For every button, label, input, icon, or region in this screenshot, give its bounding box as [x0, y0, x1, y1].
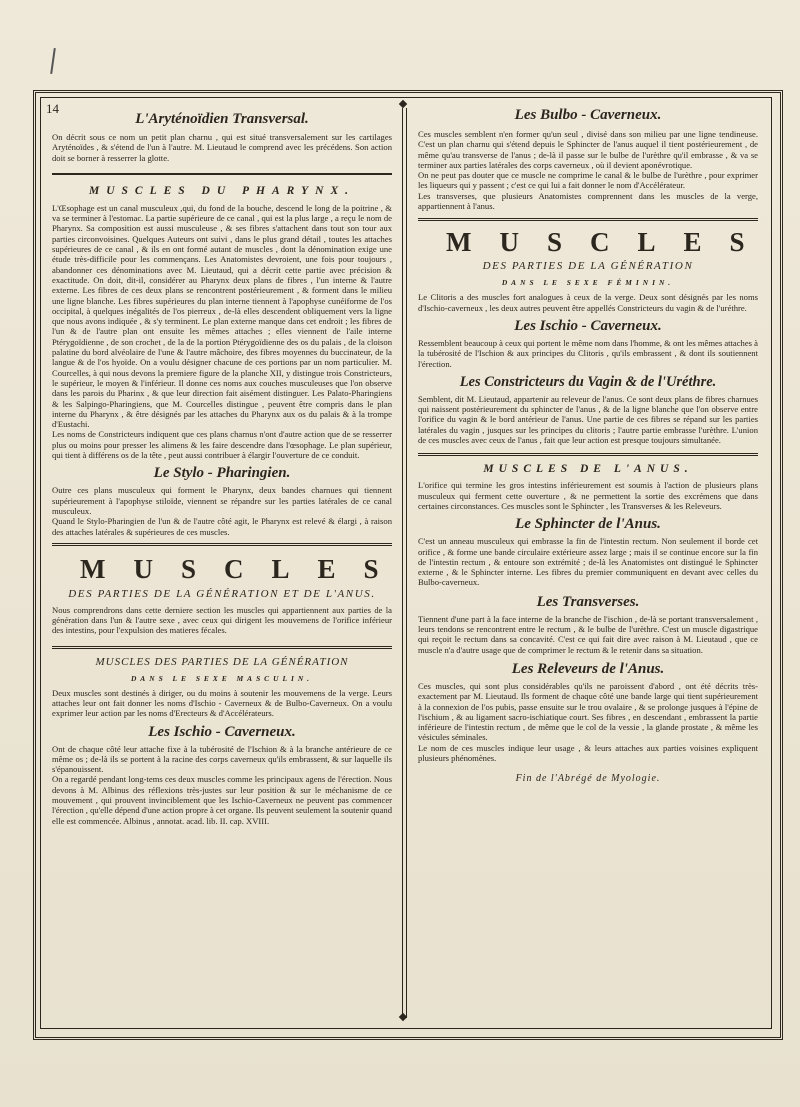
- heading-generation-anus: DES PARTIES DE LA GÉNÉRATION ET DE L'ANUS.: [68, 587, 376, 600]
- paragraph-anus: L'orifice qui termine les gros intestins inférieurement est soumis à l'action de plusieurs plans musculeux qui ferment cette ouverture , & ne permettent la sortie des excrémens que dans certaines circonstances. Ces muscles sont le Sphincter , les Transverses & les Releveurs.: [418, 480, 758, 511]
- paragraph-ischio: Ont de chaque côté leur attache fixe à la tubérosité de l'Ischion & à la branche antérieure de ce même os ; de-là ils se portent à la racine des corps caverneux qu'ils embrassent, & sur laquelle ils s'épanouissent.: [52, 743, 392, 775]
- paragraph-ischio-feminin: Ressemblent beaucoup à ceux qui portent le même nom dans l'homme, & ont les mêmes attaches à la tubérosité de l'Ischion & aux principes du Clitoris , qu'ils embrassent , & dont ils soutiennent l'érection.: [418, 337, 758, 369]
- paragraph-sphincter: C'est un anneau musculeux qui embrasse la fin de l'intestin rectum. Non seulement il borde cet orifice , & forme une bande circulaire extérieure assez large ; mais il se continue encore sur la fin de l'intestin rectum , & entoure son extrémité ; de-là les Anatomistes ont distingué le Sphincter externe , & le Sphincter interne. Les fibres du premier communiquent en devant avec celles du Bulbo-caverneux.: [418, 536, 758, 588]
- section-title-releveurs: Les Releveurs de l'Anus.: [511, 660, 665, 677]
- paragraph-transverses: Les transverses, que plusieurs Anatomistes comprennent dans les muscles de la verge, appartiennent à l'anus.: [418, 190, 758, 212]
- paragraph-bulbo-action: On ne peut pas douter que ce muscle ne comprime le canal & le bulbe de l'urèthre , pour exprimer les liqueurs qui y passent ; c'est ce qui lui a fait donner le nom d'Accélérateur.: [418, 170, 758, 191]
- section-rule: [418, 218, 758, 221]
- paragraph-pharynx: L'Œsophage est un canal musculeux ,qui, du fond de la bouche, descend le long de la poitrine , & va se terminer à l'estomac. La partie supérieure de ce canal , qui est la plus large , a reçu le nom de Pharynx. Sa composition est aussi musculeuse , & ses fibres s'attachent dans tout son tour aux parties circonvoisines. Quelques Auteurs ont suivi , dans le plus grand détail , toutes les attaches supérieures de ce canal , & ils en ont formé autant de muscles , dont la dénomination exige une étude très-difficile pour les commençans. Les Anatomistes devroient, une fois pour toujours , abandonner ces dénominations avec M. Lieutaud, qui a décrit cette partie avec précision & exactitude. On doit, dit-il, considérer au Pharynx deux plans de fibres , l'un interne & l'autre externe. Les fibres de ces deux plans se rencontrent postérieurement , & forment dans le milieu une ligne blanche. Les fibres supérieures du plan interne tiennent à l'apophyse cunéiforme de l'os occipital, à quelques inégalités de l'os pierreux , de-là elles descendent obliquement vers la ligne que nous avons indiquée , & s'y terminent. Le plan externe manque dans cet endroit ; les fibres de l'un & de l'autre plan ont ensuite les mêmes attaches ; elles viennent de l'aile interne Ptérygoïdienne , de son crochet , de la de la portion Ptérygoïdienne des os du palais , de la cloison palatine du bord alvéolaire de l'une & l'autre mâchoire, des fibres moyennes du buccinateur, de la langue & de l'os hyoïde. On a voulu désigner chacune de ces portions par un nom particulier. M. Courcelles, à qui nous devons la premiere figure de la planche XII, y distingue trois Constricteurs, le supérieur, le moyen & l'inférieur. Il donne ces noms aux couches musculeuses que l'on observe dans les parois du Pharinx , & que leur direction fait aisément distinguer. Les Palato-Pharingiens & les Salpingo-Pharingiens, que M. Courcelles distingue , peuvent être compris dans le plan interne du Pharynx , & être désignés par les attaches du Pharynx aux os du palais & à la trompe d'Eustachi.: [52, 202, 392, 430]
- heading-sexe-masculin: DANS LE SEXE MASCULIN.: [130, 673, 314, 683]
- heading-muscles-feminin: MUSCLES: [446, 227, 773, 258]
- section-title-anus: MUSCLES DE L'ANUS.: [483, 463, 693, 476]
- section-title-constricteurs: Les Constricteurs du Vagin & de l'Uréthre.: [459, 373, 717, 390]
- section-title-sphincter: Le Sphincter de l'Anus.: [515, 516, 661, 533]
- section-title-transverses: Les Transverses.: [536, 593, 640, 610]
- paragraph-bulbo: Ces muscles semblent n'en former qu'un seul , divisé dans son milieu par une ligne tendineuse. C'est un plan charnu qui s'étend depuis le Sphincter de l'anus auquel il tient postérieurement , de même qu'au transverse de l'anus ; de-là il passe sur le bulbe de l'urèthre qu'il embrasse , & va se terminer aux parties latérales des corps caverneux , où il devient aponévrotique.: [418, 129, 758, 170]
- paragraph-releveurs: Ces muscles, qui sont plus considérables qu'ils ne paroissent d'abord , ont été décrits très-exactement par M. Lieutaud. Ils forment de chaque côté une bande large qui tient supérieurement à la connexion de l'os pubis, passe ensuite sur le trou ovalaire , & se prolonge jusques à l'épine de l'ischium , & au ligament sacro-ischiatique court. Ses fibres , en descendant , embrassent la partie inférieure de l'intestin rectum , de même que le col de la vessie , la glande prostate , & même les vésicules séminales.: [418, 680, 758, 743]
- paragraph-stylo-action: Quand le Stylo-Pharingien de l'un & de l'autre côté agit, le Pharynx est relevé & élargi , à raison des attaches latérales & supérieures de ces muscles.: [52, 516, 392, 537]
- heading-generation-masculin: MUSCLES DES PARTIES DE LA GÉNÉRATION: [95, 655, 349, 668]
- heading-muscles: MUSCLES: [80, 553, 407, 584]
- section-title-ischio-caverneux-feminin: Les Ischio - Caverneux.: [514, 317, 662, 334]
- paragraph-arytenoidien: On décrit sous ce nom un petit plan charnu , qui est situé transversalement sur les cartilages Aryténoïdes , & s'étend de l'un à l'autre. M. Lieutaud le comprend avec les précédens. Son action doit se borner à resserrer la glotte.: [52, 132, 392, 163]
- paragraph-ischio-erection: On a regardé pendant long-tems ces deux muscles comme les principaux agens de l'érection. Nous devons à M. Albinus des réflexions très-justes sur leur position & sur le méchanisme de ce mouvement , qui prouvent invinciblement que les Ischio-Caverneux ne peuvent pas commencer l'érection , qu'elle dépend d'une action propre à cet organe. Ils peuvent seulement la soutenir quand elle est commencée. Albinus , annotat. acad. lib. II. cap. XVIII.: [52, 774, 392, 826]
- paragraph-releveurs-usage: Le nom de ces muscles indique leur usage , & leurs attaches aux parties voisines expliquent plusieurs phénomènes.: [418, 742, 758, 763]
- end-note: Fin de l'Abrégé de Myologie.: [515, 773, 661, 785]
- paragraph-constricteurs: Les noms de Constricteurs indiquent que ces plans charnus n'ont d'autre action que de se resserrer plus ou moins pour presser les alimens & les faire descendre dans l'œsophage. Le plan supérieur, qui tient à différens os de la tête , peut aussi contribuer à élargir l'ouverture de ce conduit.: [52, 429, 392, 461]
- section-title-pharynx: MUSCLES DU PHARYNX.: [88, 184, 356, 197]
- heading-sexe-feminin: DANS LE SEXE FÉMININ.: [501, 278, 675, 288]
- paragraph-constricteurs-vagin: Semblent, dit M. Lieutaud, appartenir au releveur de l'anus. Ce sont deux plans de fibres charnues qui naissent postérieurement du sphincter de l'anus , & de la ligne blanche que l'on observe entre l'orifice du vagin & le bord antérieur de l'anus. Une partie de ces fibres se répand sur les parties latérales du vagin , jusques sur les principes du clitoris ; l'autre partie embrasse l'urèthre. L'union de ces muscles avec ceux de l'anus , fait que leur action est presque toujours simultanée.: [418, 393, 758, 446]
- page-number: 14: [46, 101, 59, 116]
- left-column: [46, 101, 407, 826]
- section-title-stylo-pharingien: Le Stylo - Pharingien.: [153, 465, 291, 482]
- section-title-arytenoidien: L'Aryténoïdien Transversal.: [135, 111, 309, 127]
- paragraph-clitoris: Le Clitoris a des muscles fort analogues à ceux de la verge. Deux sont désignés par les noms d'Ischio-caverneux , les deux autres peuvent être appellés Constricteurs du vagin & de l'uréthre.: [418, 292, 758, 313]
- section-rule: [52, 646, 392, 649]
- right-column: [418, 101, 773, 785]
- paragraph-generation: Nous comprendrons dans cette derniere section les muscles qui appartiennent aux parties de la génération dans l'un & l'autre sexe , avec ceux qui dirigent les mouvemens de l'orifice inférieur des intestins, pour l'expulsion des matieres fécales.: [52, 604, 392, 636]
- paragraph-masculin: Deux muscles sont destinés à diriger, ou du moins à soutenir les mouvemens de la verge. Leurs attaches leur ont fait donner les noms d'Ischio - Caverneux & de Bulbo-Caverneux. On a voulu exprimer leur action par les noms d'Erecteurs & d'Accélérateurs.: [52, 687, 392, 719]
- section-rule: [52, 173, 392, 175]
- section-rule: [52, 543, 392, 546]
- paragraph-transverses-anus: Tiennent d'une part à la face interne de la branche de l'ischion , de-là se portant transversalement , leurs tendons se rencontrent entre le rectum , & le bulbe de l'urèthre. C'est un muscle digastrique qui reçoit le rectum dans sa concavité. C'est ce qui fait dire avec raison à M. Lieutaud , que ce muscle n'a d'autre usage que de comprimer le rectum & le retenir dans sa situation.: [418, 613, 758, 655]
- paragraph-stylo: Outre ces plans musculeux qui forment le Pharynx, deux bandes charnues qui tiennent supérieurement à l'apophyse stiloïde, viennent se répandre sur les parties latérales de ce canal musculeux.: [52, 485, 392, 516]
- section-title-bulbo-caverneux: Les Bulbo - Caverneux.: [514, 107, 662, 123]
- heading-generation-feminin: DES PARTIES DE LA GÉNÉRATION: [482, 260, 694, 273]
- section-title-ischio-caverneux: Les Ischio - Caverneux.: [148, 723, 296, 740]
- section-rule: [418, 453, 758, 456]
